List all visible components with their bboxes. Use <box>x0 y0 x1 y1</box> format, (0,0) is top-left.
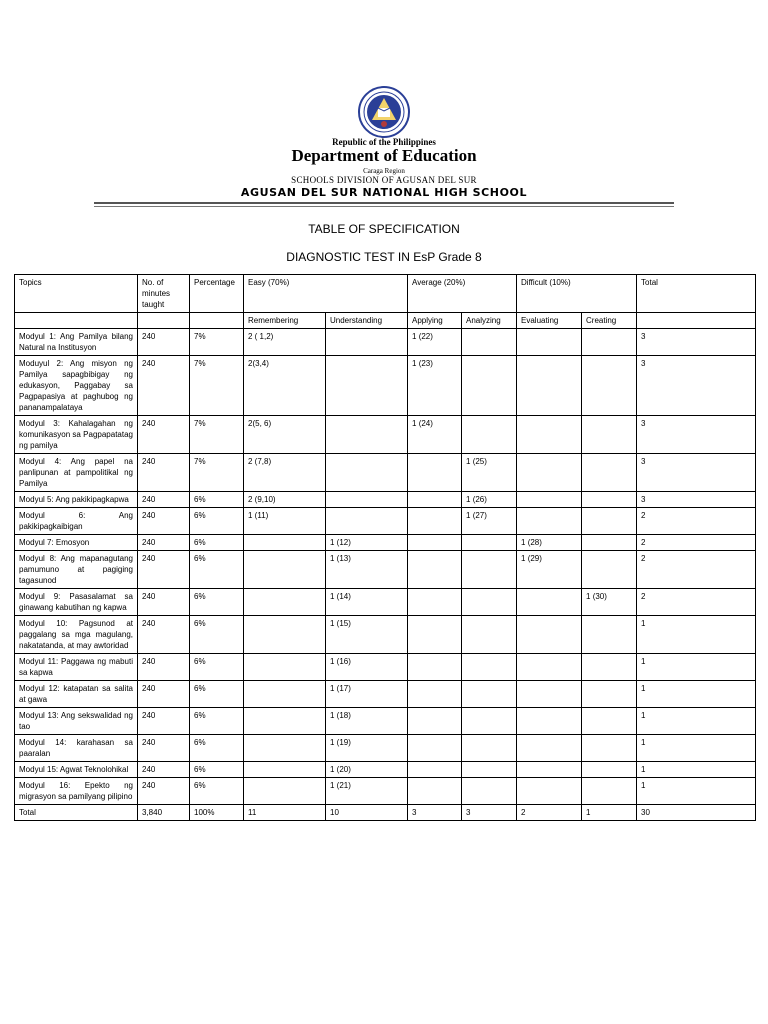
header-easy: Easy (70%) <box>244 275 408 313</box>
topic-cell: Modyul 8: Ang mapanagutang pamumuno at pagiging tagasunod <box>15 551 138 589</box>
total-cell: 1 <box>637 616 756 654</box>
percent-cell: 6% <box>190 492 244 508</box>
total-cell: 3 <box>637 492 756 508</box>
applying-cell <box>408 735 462 762</box>
percent-cell: 7% <box>190 416 244 454</box>
totals-analyzing: 3 <box>462 805 517 821</box>
applying-cell: 1 (22) <box>408 329 462 356</box>
topic-cell: Modyul 6: Ang pakikipagkaibigan <box>15 508 138 535</box>
table-row <box>15 616 756 654</box>
remembering-cell: 2 (9,10) <box>244 492 326 508</box>
header-topics: Topics <box>15 275 138 313</box>
applying-cell <box>408 551 462 589</box>
totals-percent: 100% <box>190 805 244 821</box>
understanding-cell <box>326 454 408 492</box>
evaluating-cell <box>517 616 582 654</box>
creating-cell <box>582 616 637 654</box>
total-cell: 1 <box>637 778 756 805</box>
analyzing-cell <box>462 616 517 654</box>
understanding-cell: 1 (14) <box>326 589 408 616</box>
remembering-cell <box>244 778 326 805</box>
header-rule-thin <box>94 206 674 207</box>
table-row <box>15 551 756 589</box>
topic-cell: Modyul 13: Ang sekswalidad ng tao <box>15 708 138 735</box>
understanding-cell: 1 (16) <box>326 654 408 681</box>
applying-cell <box>408 778 462 805</box>
remembering-cell <box>244 616 326 654</box>
evaluating-cell: 1 (28) <box>517 535 582 551</box>
applying-cell <box>408 454 462 492</box>
percent-cell: 6% <box>190 681 244 708</box>
analyzing-cell <box>462 735 517 762</box>
table-row <box>15 416 756 454</box>
analyzing-cell <box>462 535 517 551</box>
region-heading: Caraga Region <box>363 167 405 175</box>
creating-cell <box>582 762 637 778</box>
topic-cell: Modyul 5: Ang pakikipagkapwa <box>15 492 138 508</box>
analyzing-cell: 1 (26) <box>462 492 517 508</box>
total-cell: 2 <box>637 535 756 551</box>
applying-cell <box>408 708 462 735</box>
remembering-cell <box>244 735 326 762</box>
totals-remembering: 11 <box>244 805 326 821</box>
table-row <box>15 681 756 708</box>
analyzing-cell <box>462 356 517 416</box>
topic-cell: Modyul 16: Epekto ng migrasyon sa pamilyang pilipino <box>15 778 138 805</box>
table-row <box>15 654 756 681</box>
creating-cell <box>582 416 637 454</box>
header-remembering: Remembering <box>244 313 326 329</box>
evaluating-cell <box>517 778 582 805</box>
republic-heading: Republic of the Philippines <box>332 137 436 147</box>
table-row <box>15 454 756 492</box>
remembering-cell: 2(5, 6) <box>244 416 326 454</box>
topic-cell: Modyul 3: Kahalagahan ng komunikasyon sa Pagpapatatag ng pamilya <box>15 416 138 454</box>
percent-cell: 6% <box>190 589 244 616</box>
understanding-cell <box>326 508 408 535</box>
applying-cell: 1 (24) <box>408 416 462 454</box>
table-row <box>15 778 756 805</box>
evaluating-cell: 1 (29) <box>517 551 582 589</box>
evaluating-cell <box>517 762 582 778</box>
remembering-cell <box>244 654 326 681</box>
topic-cell: Moduyul 2: Ang misyon ng Pamilya sapagbibigay ng edukasyon, Paggabay sa Pagpapasiya at paghubog ng pananampalataya <box>15 356 138 416</box>
percent-cell: 7% <box>190 329 244 356</box>
table-row <box>15 762 756 778</box>
analyzing-cell: 1 (25) <box>462 454 517 492</box>
total-cell: 1 <box>637 708 756 735</box>
minutes-cell: 240 <box>138 654 190 681</box>
total-cell: 1 <box>637 762 756 778</box>
totals-understanding: 10 <box>326 805 408 821</box>
header-average: Average (20%) <box>408 275 517 313</box>
understanding-cell <box>326 492 408 508</box>
remembering-cell: 1 (11) <box>244 508 326 535</box>
minutes-cell: 240 <box>138 329 190 356</box>
topic-cell: Modyul 9: Pasasalamat sa ginawang kabutihan ng kapwa <box>15 589 138 616</box>
percent-cell: 6% <box>190 654 244 681</box>
percent-cell: 6% <box>190 708 244 735</box>
analyzing-cell <box>462 416 517 454</box>
understanding-cell: 1 (15) <box>326 616 408 654</box>
understanding-cell: 1 (21) <box>326 778 408 805</box>
understanding-cell: 1 (13) <box>326 551 408 589</box>
creating-cell <box>582 454 637 492</box>
header-row-groups <box>15 275 756 313</box>
header-row-levels <box>15 313 756 329</box>
division-heading: SCHOOLS DIVISION OF AGUSAN DEL SUR <box>291 175 477 185</box>
total-cell: 2 <box>637 551 756 589</box>
applying-cell <box>408 492 462 508</box>
minutes-cell: 240 <box>138 356 190 416</box>
topic-cell: Modyul 12: katapatan sa salita at gawa <box>15 681 138 708</box>
header-minutes: No. of minutes taught <box>138 275 190 313</box>
topic-cell: Modyul 11: Paggawa ng mabuti sa kapwa <box>15 654 138 681</box>
topic-cell: Modyul 1: Ang Pamilya bilang Natural na Institusyon <box>15 329 138 356</box>
percent-cell: 6% <box>190 735 244 762</box>
minutes-cell: 240 <box>138 454 190 492</box>
applying-cell <box>408 762 462 778</box>
analyzing-cell <box>462 681 517 708</box>
total-cell: 3 <box>637 454 756 492</box>
table-row <box>15 589 756 616</box>
topic-cell: Modyul 4: Ang papel na panlipunan at pampolitikal ng Pamilya <box>15 454 138 492</box>
header-percentage: Percentage <box>190 275 244 313</box>
header-understanding: Understanding <box>326 313 408 329</box>
header-applying: Applying <box>408 313 462 329</box>
applying-cell <box>408 654 462 681</box>
applying-cell <box>408 589 462 616</box>
table-row <box>15 708 756 735</box>
table-row <box>15 329 756 356</box>
creating-cell <box>582 535 637 551</box>
minutes-cell: 240 <box>138 492 190 508</box>
minutes-cell: 240 <box>138 551 190 589</box>
table-row <box>15 735 756 762</box>
remembering-cell <box>244 762 326 778</box>
topic-cell: Modyul 15: Agwat Teknolohikal <box>15 762 138 778</box>
minutes-cell: 240 <box>138 589 190 616</box>
percent-cell: 7% <box>190 356 244 416</box>
analyzing-cell <box>462 551 517 589</box>
analyzing-cell <box>462 589 517 616</box>
header-difficult: Difficult (10%) <box>517 275 637 313</box>
minutes-cell: 240 <box>138 762 190 778</box>
creating-cell <box>582 329 637 356</box>
evaluating-cell <box>517 454 582 492</box>
evaluating-cell <box>517 654 582 681</box>
deped-seal-icon <box>358 86 410 138</box>
percent-cell: 6% <box>190 762 244 778</box>
creating-cell: 1 (30) <box>582 589 637 616</box>
creating-cell <box>582 356 637 416</box>
evaluating-cell <box>517 329 582 356</box>
analyzing-cell <box>462 778 517 805</box>
header-creating: Creating <box>582 313 637 329</box>
evaluating-cell <box>517 735 582 762</box>
understanding-cell: 1 (18) <box>326 708 408 735</box>
analyzing-cell <box>462 708 517 735</box>
minutes-cell: 240 <box>138 735 190 762</box>
evaluating-cell <box>517 508 582 535</box>
totals-row <box>15 805 756 821</box>
document-subtitle: DIAGNOSTIC TEST IN EsP Grade 8 <box>286 250 482 264</box>
understanding-cell: 1 (20) <box>326 762 408 778</box>
applying-cell <box>408 681 462 708</box>
evaluating-cell <box>517 356 582 416</box>
analyzing-cell <box>462 654 517 681</box>
total-cell: 2 <box>637 508 756 535</box>
evaluating-cell <box>517 681 582 708</box>
totals-evaluating: 2 <box>517 805 582 821</box>
remembering-cell: 2 ( 1,2) <box>244 329 326 356</box>
remembering-cell: 2 (7,8) <box>244 454 326 492</box>
applying-cell <box>408 616 462 654</box>
topic-cell: Modyul 14: karahasan sa paaralan <box>15 735 138 762</box>
totals-minutes: 3,840 <box>138 805 190 821</box>
department-heading: Department of Education <box>291 146 477 165</box>
understanding-cell: 1 (17) <box>326 681 408 708</box>
totals-label: Total <box>15 805 138 821</box>
table-row <box>15 508 756 535</box>
applying-cell <box>408 508 462 535</box>
understanding-cell <box>326 356 408 416</box>
percent-cell: 6% <box>190 551 244 589</box>
header-analyzing: Analyzing <box>462 313 517 329</box>
percent-cell: 7% <box>190 454 244 492</box>
table-row <box>15 492 756 508</box>
percent-cell: 6% <box>190 508 244 535</box>
applying-cell <box>408 535 462 551</box>
totals-applying: 3 <box>408 805 462 821</box>
evaluating-cell <box>517 492 582 508</box>
understanding-cell <box>326 329 408 356</box>
remembering-cell <box>244 551 326 589</box>
minutes-cell: 240 <box>138 616 190 654</box>
creating-cell <box>582 551 637 589</box>
minutes-cell: 240 <box>138 708 190 735</box>
evaluating-cell <box>517 589 582 616</box>
total-cell: 1 <box>637 681 756 708</box>
school-heading: AGUSAN DEL SUR NATIONAL HIGH SCHOOL <box>240 186 528 199</box>
minutes-cell: 240 <box>138 681 190 708</box>
applying-cell: 1 (23) <box>408 356 462 416</box>
creating-cell <box>582 735 637 762</box>
document-title: TABLE OF SPECIFICATION <box>308 222 460 236</box>
totals-total: 30 <box>637 805 756 821</box>
creating-cell <box>582 492 637 508</box>
remembering-cell <box>244 708 326 735</box>
analyzing-cell <box>462 329 517 356</box>
understanding-cell <box>326 416 408 454</box>
minutes-cell: 240 <box>138 535 190 551</box>
remembering-cell <box>244 589 326 616</box>
total-cell: 2 <box>637 589 756 616</box>
remembering-cell <box>244 535 326 551</box>
remembering-cell: 2(3,4) <box>244 356 326 416</box>
table-row <box>15 535 756 551</box>
totals-creating: 1 <box>582 805 637 821</box>
creating-cell <box>582 708 637 735</box>
percent-cell: 6% <box>190 616 244 654</box>
total-cell: 3 <box>637 329 756 356</box>
minutes-cell: 240 <box>138 416 190 454</box>
header-rule <box>94 202 674 204</box>
total-cell: 1 <box>637 654 756 681</box>
evaluating-cell <box>517 708 582 735</box>
minutes-cell: 240 <box>138 508 190 535</box>
total-cell: 3 <box>637 416 756 454</box>
remembering-cell <box>244 681 326 708</box>
creating-cell <box>582 654 637 681</box>
header-total: Total <box>637 275 756 313</box>
topic-cell: Modyul 10: Pagsunod at paggalang sa mga magulang, nakatatanda, at may awtoridad <box>15 616 138 654</box>
analyzing-cell: 1 (27) <box>462 508 517 535</box>
creating-cell <box>582 508 637 535</box>
minutes-cell: 240 <box>138 778 190 805</box>
specification-table <box>14 274 756 821</box>
table-body <box>15 329 756 805</box>
creating-cell <box>582 681 637 708</box>
header-evaluating: Evaluating <box>517 313 582 329</box>
analyzing-cell <box>462 762 517 778</box>
total-cell: 3 <box>637 356 756 416</box>
understanding-cell: 1 (19) <box>326 735 408 762</box>
total-cell: 1 <box>637 735 756 762</box>
topic-cell: Modyul 7: Emosyon <box>15 535 138 551</box>
creating-cell <box>582 778 637 805</box>
understanding-cell: 1 (12) <box>326 535 408 551</box>
evaluating-cell <box>517 416 582 454</box>
table-row <box>15 356 756 416</box>
percent-cell: 6% <box>190 778 244 805</box>
percent-cell: 6% <box>190 535 244 551</box>
